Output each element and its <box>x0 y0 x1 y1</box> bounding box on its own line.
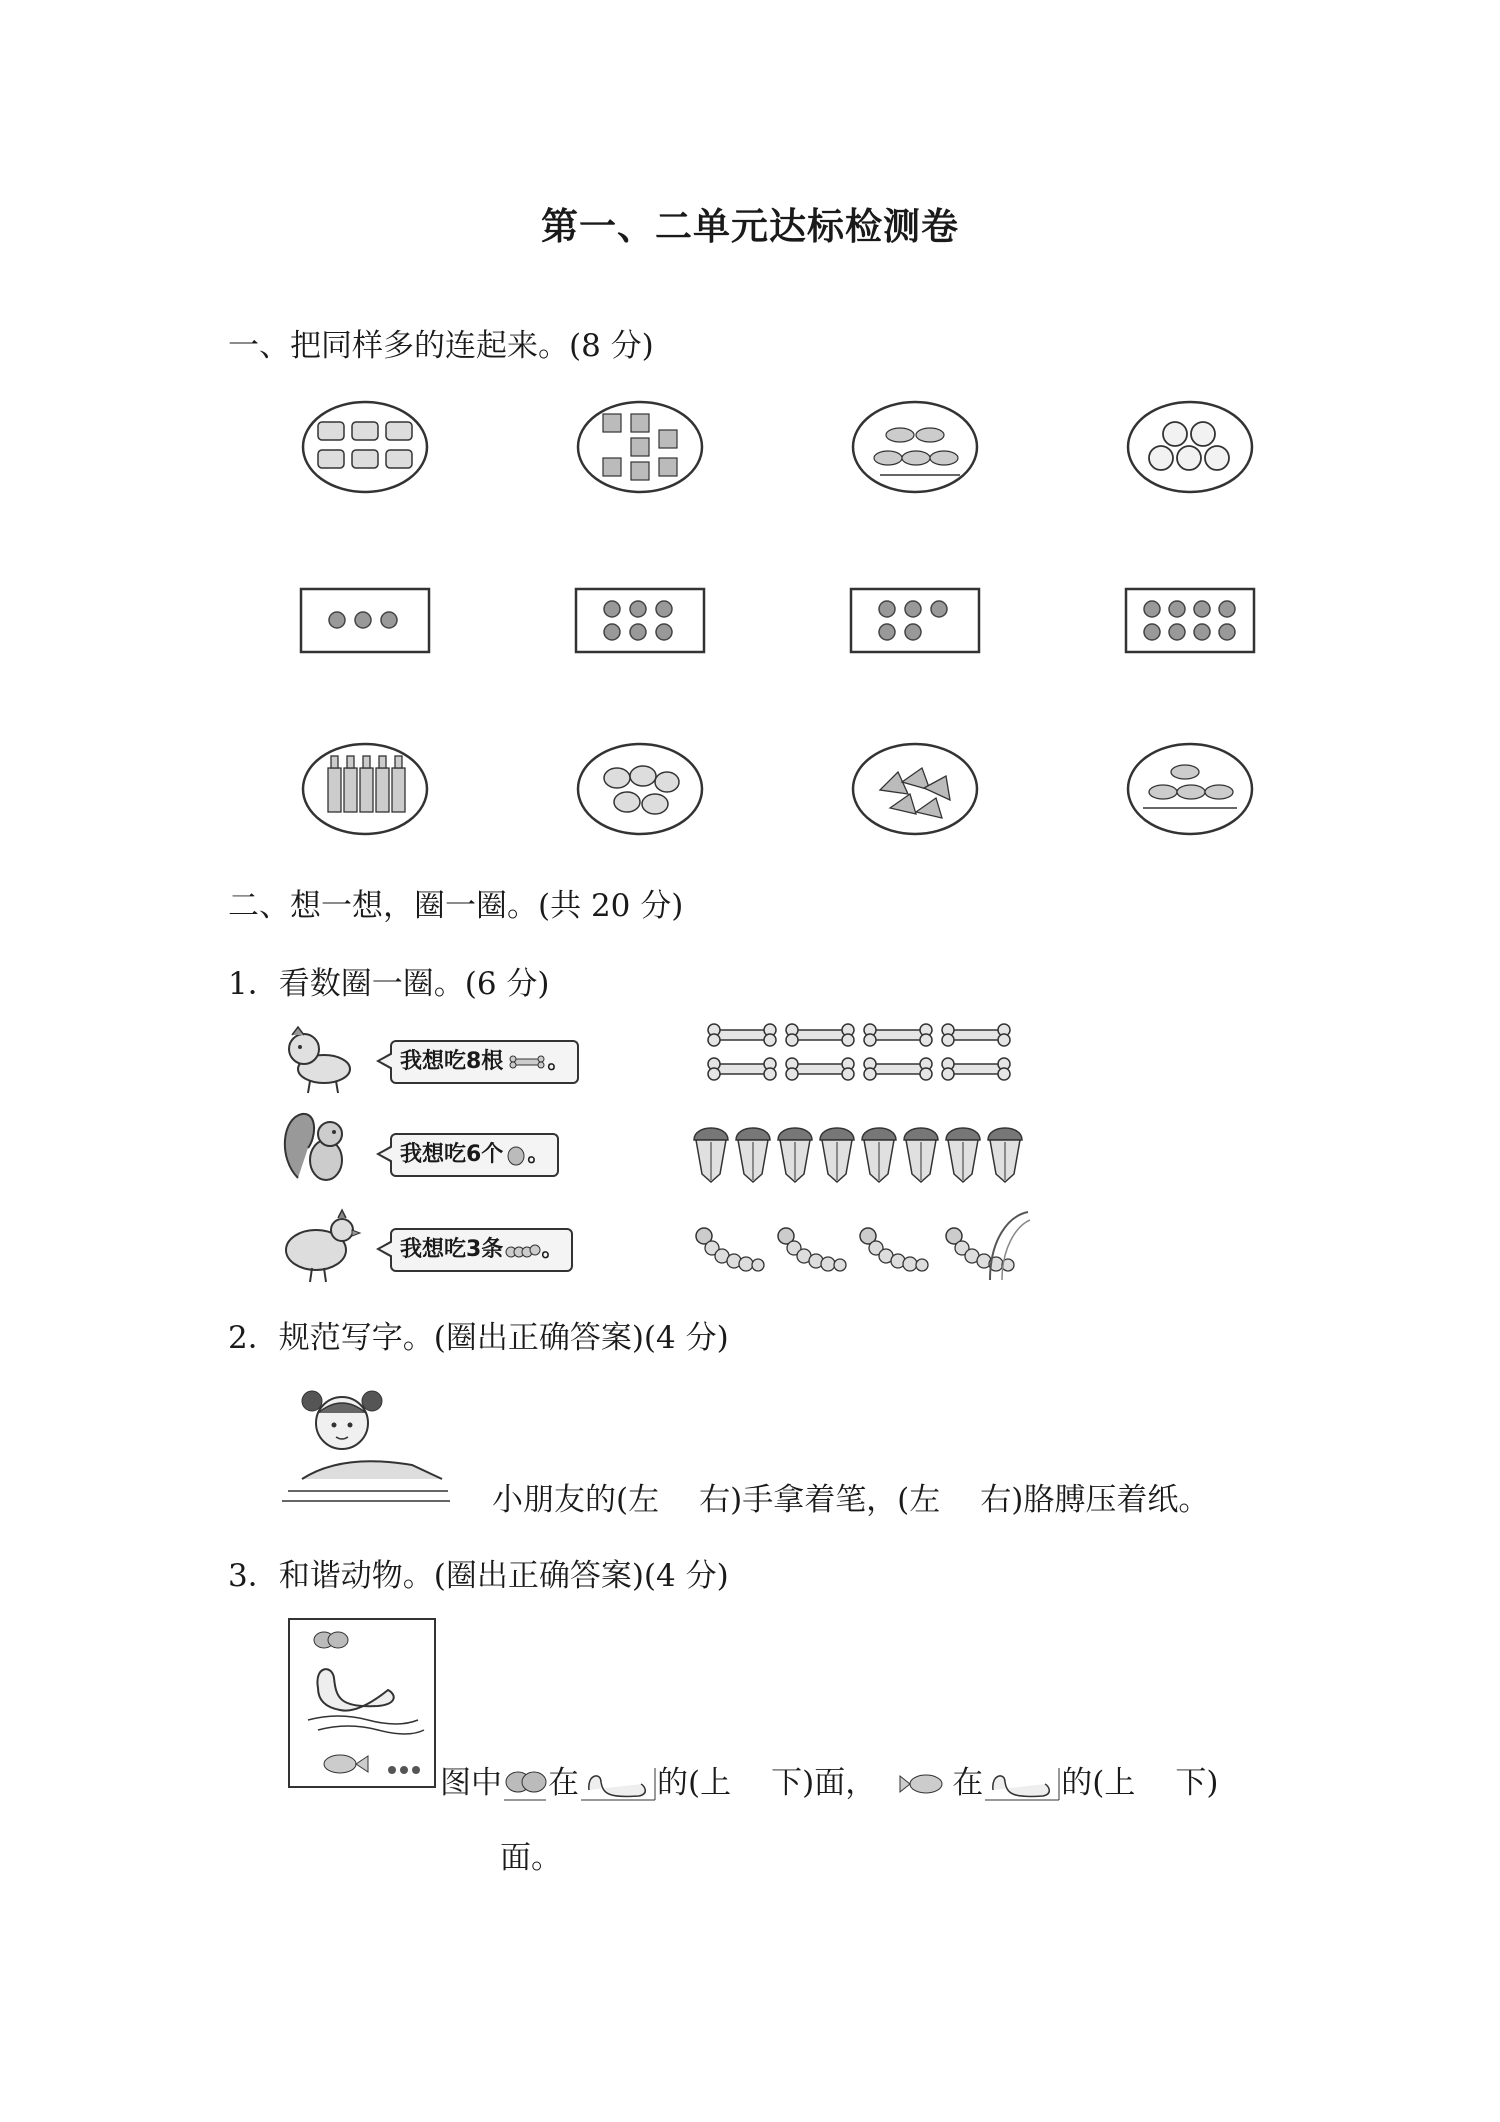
speech-period: 。 <box>547 1049 570 1074</box>
pinecone-icon <box>505 1145 527 1165</box>
caterpillar-icon <box>505 1241 541 1259</box>
section1-heading: 一、把同样多的连起来。(8 分) <box>228 328 654 364</box>
apple-icon <box>1149 422 1229 470</box>
oval-candy <box>1125 742 1255 837</box>
speech-bubble-squirrel <box>390 1133 559 1177</box>
speech-period: 。 <box>541 1237 564 1262</box>
q3-line2: 面。 <box>500 1840 562 1876</box>
fish-icon <box>874 428 958 465</box>
oval-bottles <box>300 742 430 837</box>
swan-icon <box>579 1764 657 1802</box>
q2-text-c: 右)胳膊压着纸。 <box>980 1482 1210 1518</box>
q3-t4: 下)面， <box>771 1765 877 1801</box>
q2-text-b: 右)手拿着笔，(左 <box>699 1482 941 1518</box>
speech-text-hen: 我想吃3条 <box>400 1237 504 1262</box>
q3-heading: 3．和谐动物。(圈出正确答案)(4 分) <box>228 1558 729 1594</box>
bottle-icon <box>328 756 405 812</box>
butterfly-icon <box>502 1764 548 1802</box>
q3-t2: 在 <box>548 1765 579 1801</box>
oval-fish <box>850 400 980 495</box>
girl-writing-icon <box>282 1383 452 1503</box>
potato-icon <box>604 766 679 814</box>
cat-icon <box>603 414 677 480</box>
page-title: 第一、二单元达标检测卷 <box>541 205 959 248</box>
q1-heading: 1．看数圈一圈。(6 分) <box>228 966 550 1002</box>
bones-row <box>700 1018 1030 1088</box>
speech-bubble-dog <box>390 1040 579 1084</box>
cake-icon <box>318 422 412 468</box>
pinecones-row <box>690 1118 1030 1186</box>
q3-t7: 下) <box>1175 1765 1219 1801</box>
q3-t1: 图中 <box>440 1765 502 1801</box>
dot-box-3 <box>850 588 980 653</box>
dog-icon <box>280 1025 360 1095</box>
tadpole-icon <box>388 1766 420 1774</box>
oval-cakes <box>300 400 430 495</box>
squirrel-icon <box>278 1108 358 1188</box>
speech-bubble-hen <box>390 1228 573 1272</box>
fish-icon <box>900 1762 952 1802</box>
oval-potatoes <box>575 742 705 837</box>
q2-text-a: 小朋友的(左 <box>492 1482 660 1518</box>
speech-period: 。 <box>527 1142 550 1167</box>
oval-watermelon <box>850 742 980 837</box>
dot-box-1 <box>300 588 430 653</box>
swan-icon <box>983 1764 1061 1802</box>
bone-icon <box>507 1055 547 1069</box>
q2-heading: 2．规范写字。(圈出正确答案)(4 分) <box>228 1320 729 1356</box>
q3-t5: 在 <box>952 1765 984 1801</box>
q2-sentence <box>492 1474 1209 1519</box>
speech-text-squirrel: 我想吃6个 <box>400 1142 504 1167</box>
oval-cats <box>575 400 705 495</box>
q3-line1 <box>440 1757 1218 1802</box>
watermelon-icon <box>880 768 950 818</box>
speech-text-dog: 我想吃8根 <box>400 1049 504 1074</box>
q3-t3: 的(上 <box>657 1765 732 1801</box>
section2-heading: 二、想一想，圈一圈。(共 20 分) <box>228 888 684 924</box>
hen-icon <box>278 1206 360 1284</box>
dot-box-4 <box>1125 588 1255 653</box>
candy-icon <box>1149 765 1233 799</box>
oval-apples <box>1125 400 1255 495</box>
butterfly-icon <box>314 1632 348 1648</box>
dot-box-2 <box>575 588 705 653</box>
q3-t6: 的(上 <box>1061 1765 1136 1801</box>
caterpillars-row <box>690 1210 1030 1285</box>
pond-picture <box>288 1618 436 1788</box>
